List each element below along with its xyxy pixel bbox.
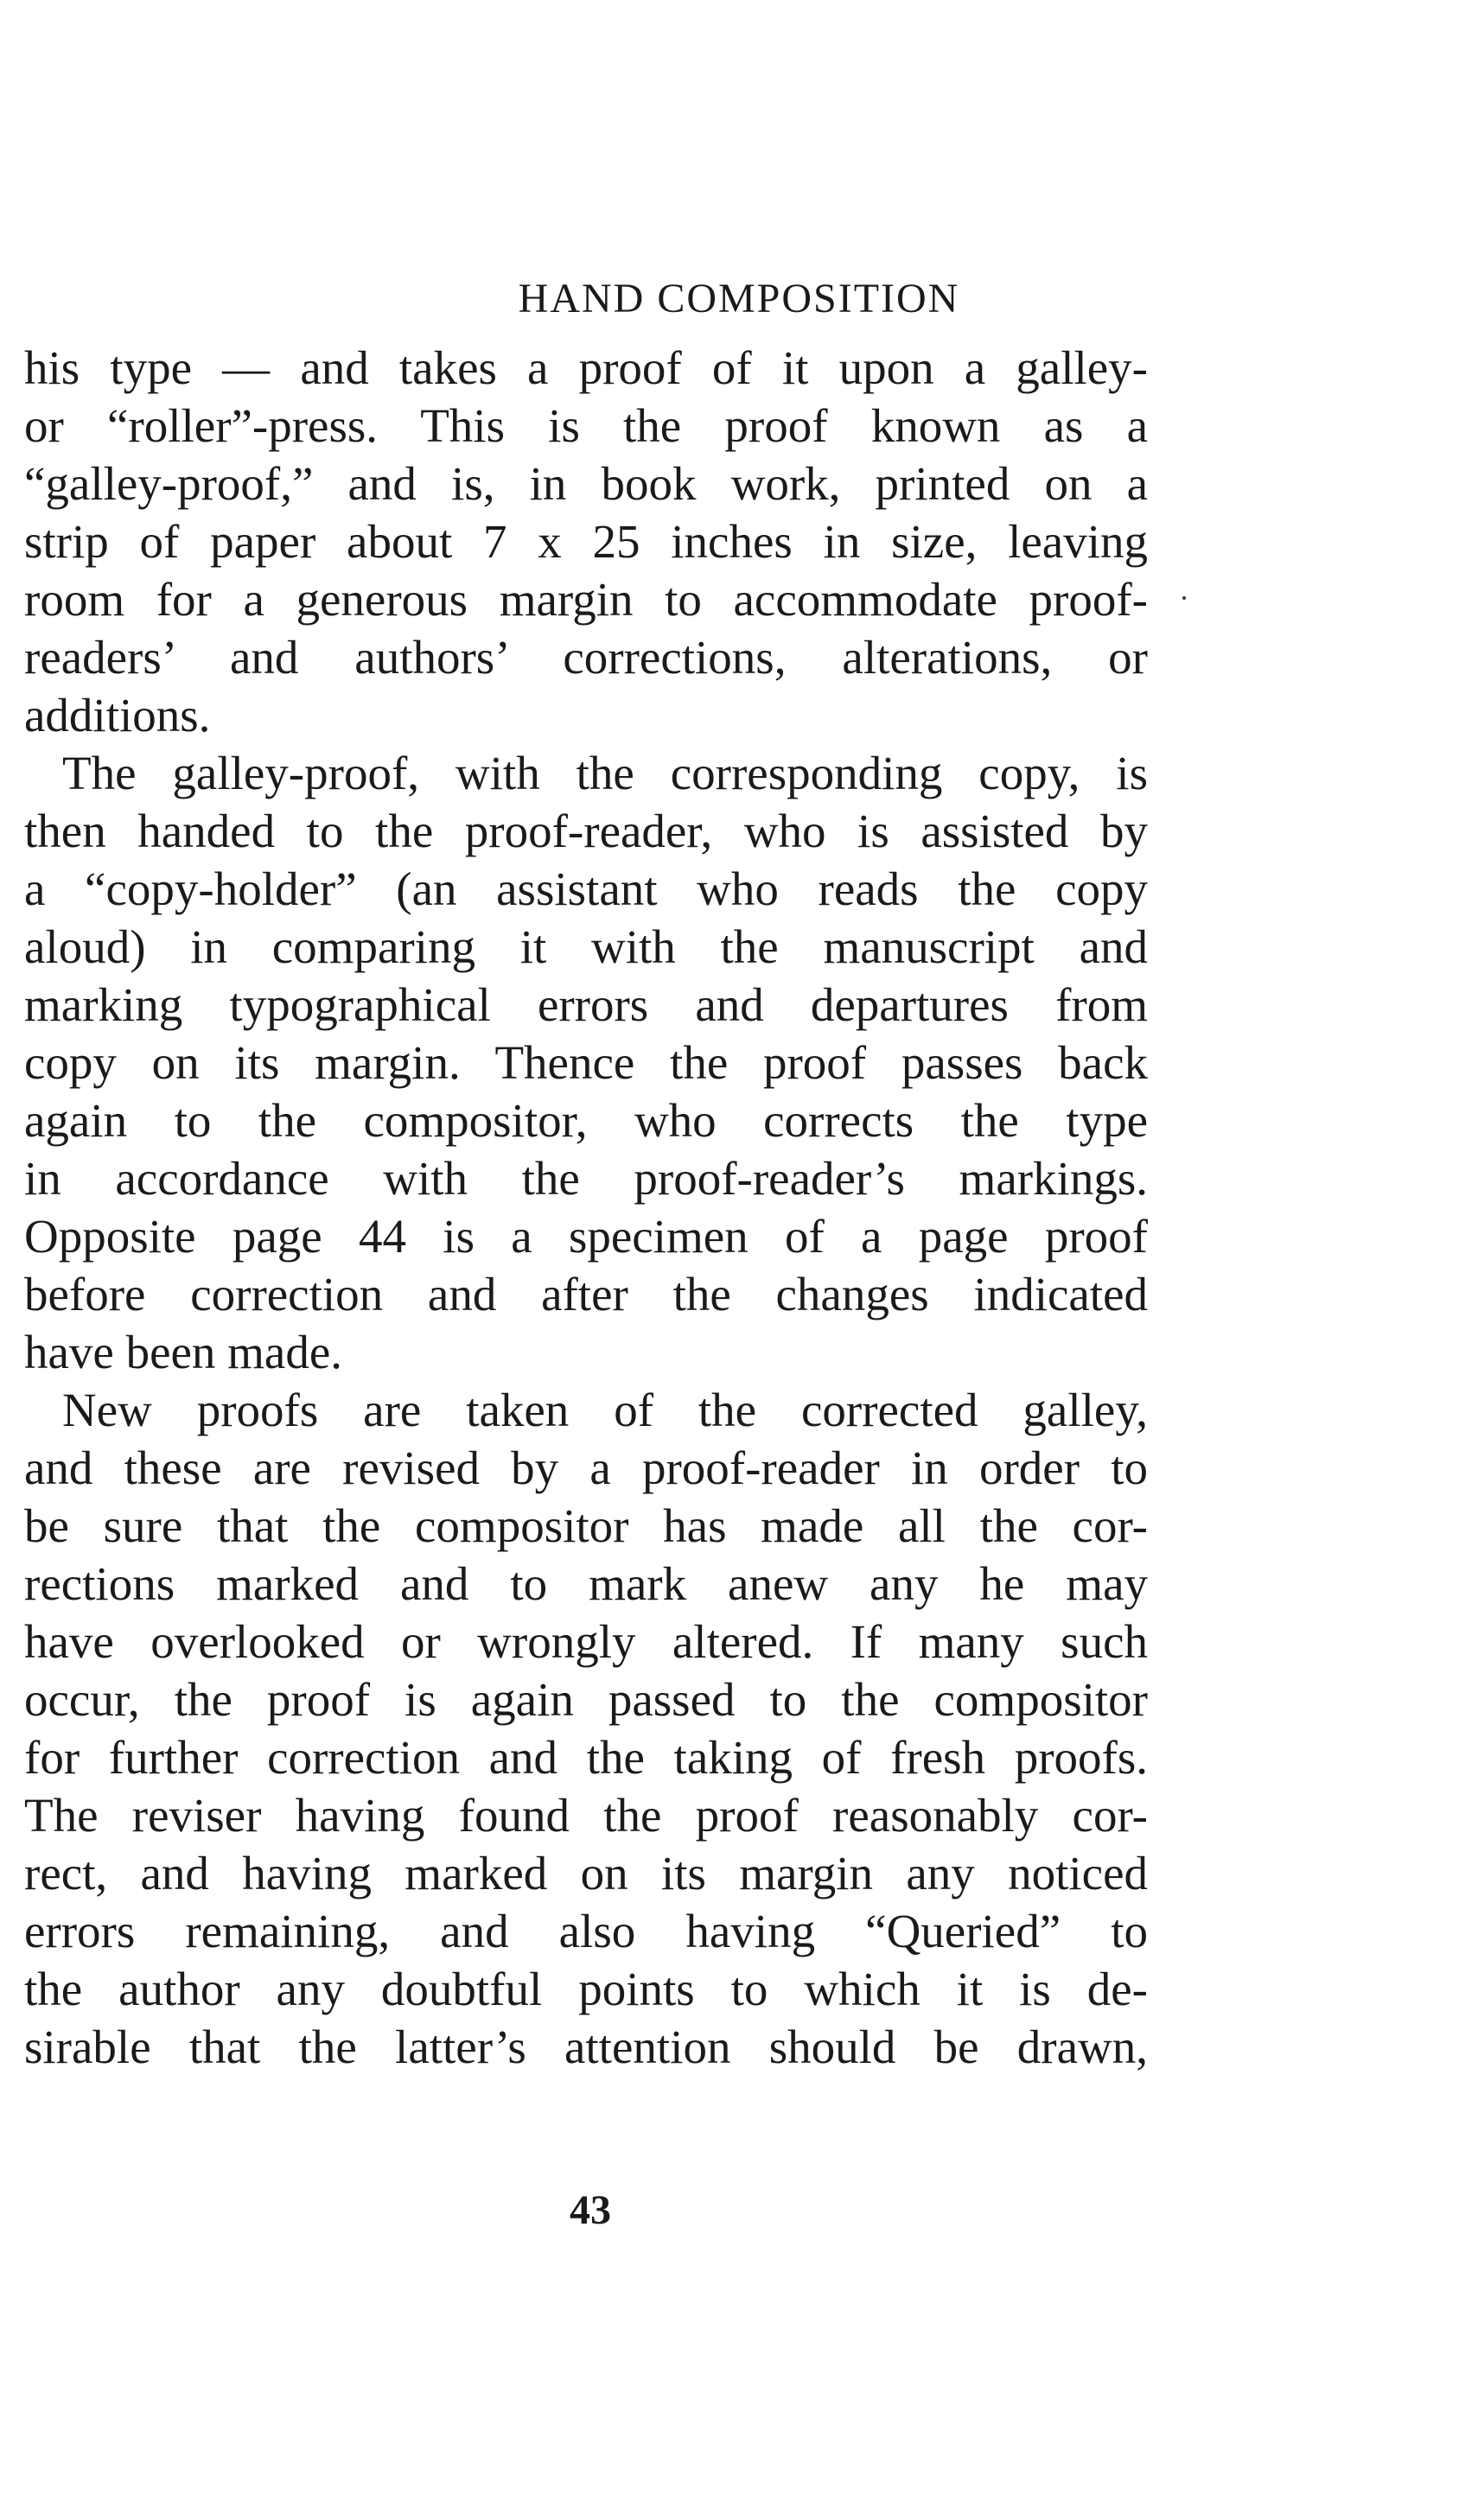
- text-line: have overlooked or wrongly altered. If many such: [24, 1615, 1148, 1668]
- ink-speck: [1182, 596, 1186, 600]
- text-line: sirable that the latter’s attention should be drawn,: [24, 2020, 1148, 2073]
- text-line: marking typographical errors and departures from: [24, 978, 1148, 1031]
- paragraph-1: [24, 339, 1148, 744]
- text-line: copy on its margin. Thence the proof passes back: [24, 1036, 1148, 1089]
- text-line: a “copy-holder” (an assistant who reads the copy: [24, 862, 1148, 915]
- text-line: Opposite page 44 is a specimen of a page proof: [24, 1210, 1148, 1263]
- paragraph-2: [24, 744, 1148, 1381]
- page-body: [24, 339, 1148, 2076]
- text-line: aloud) in comparing it with the manuscript and: [24, 920, 1148, 973]
- text-line: again to the compositor, who corrects the type: [24, 1094, 1148, 1147]
- text-line: and these are revised by a proof-reader in order to: [24, 1441, 1148, 1494]
- paragraph-3: [24, 1381, 1148, 2076]
- text-line: rections marked and to mark anew any he may: [24, 1557, 1148, 1610]
- text-line: in accordance with the proof-reader’s markings.: [24, 1152, 1148, 1205]
- text-line: room for a generous margin to accommodate proof-: [24, 573, 1148, 626]
- text-line: The reviser having found the proof reasonably cor-: [24, 1789, 1148, 1842]
- text-line: readers’ and authors’ corrections, alterations, or: [24, 631, 1148, 684]
- text-line: strip of paper about 7 x 25 inches in size, leaving: [24, 515, 1148, 568]
- text-line: “galley-proof,” and is, in book work, printed on a: [24, 457, 1148, 510]
- text-line: the author any doubtful points to which it is de-: [24, 1963, 1148, 2015]
- text-line: additions.: [24, 689, 211, 741]
- text-line: The galley-proof, with the corresponding copy, is: [62, 747, 1148, 799]
- text-line: before correction and after the changes indicated: [24, 1268, 1148, 1320]
- text-line: rect, and having marked on its margin any noticed: [24, 1847, 1148, 1900]
- text-line: be sure that the compositor has made all the cor-: [24, 1499, 1148, 1552]
- page-number: 43: [570, 2187, 611, 2233]
- text-line: have been made.: [24, 1326, 343, 1378]
- text-line: New proofs are taken of the corrected galley,: [62, 1384, 1148, 1436]
- text-line: occur, the proof is again passed to the compositor: [24, 1673, 1148, 1726]
- text-line: or “roller”-press. This is the proof known as a: [24, 399, 1148, 452]
- text-line: for further correction and the taking of fresh proofs.: [24, 1731, 1148, 1784]
- running-head: HAND COMPOSITION: [518, 276, 960, 321]
- text-line: his type — and takes a proof of it upon a galley-: [24, 341, 1148, 394]
- text-line: errors remaining, and also having “Queried” to: [24, 1905, 1148, 1957]
- text-line: then handed to the proof-reader, who is assisted by: [24, 805, 1148, 857]
